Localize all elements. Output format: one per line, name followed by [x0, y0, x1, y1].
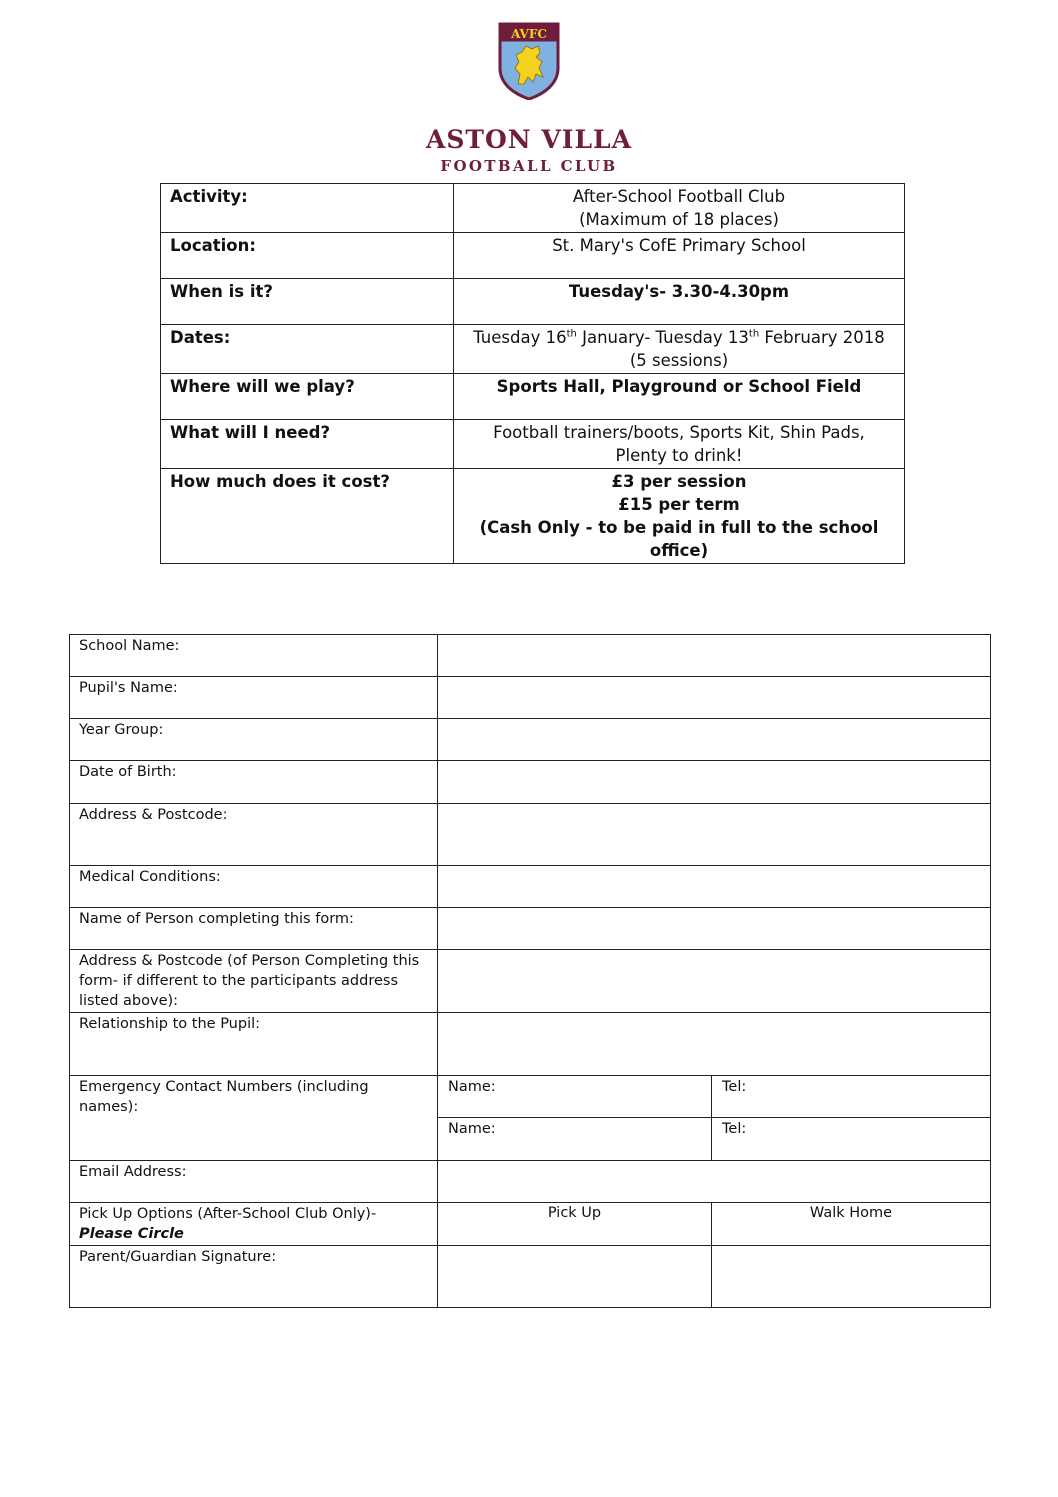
- table-row: [70, 866, 991, 908]
- cost-note-2: office): [649, 541, 709, 560]
- address-field[interactable]: [438, 804, 991, 866]
- info-label: Activity:: [161, 184, 454, 233]
- dates-sessions: (5 sessions): [629, 351, 729, 370]
- need-value: Football trainers/boots, Sports Kit, Shin Pads,: [493, 423, 865, 442]
- crest-icon: [498, 22, 560, 100]
- form-label: Relationship to the Pupil:: [70, 1013, 438, 1076]
- table-row: [70, 1013, 991, 1076]
- form-label: Address & Postcode:: [70, 804, 438, 866]
- form-label: Address & Postcode (of Person Completing this form- if different to the participants address listed above):: [70, 950, 438, 1013]
- info-label: Location:: [161, 233, 454, 279]
- table-row: [161, 279, 905, 325]
- cost-note: (Cash Only - to be paid in full to the school: [479, 518, 879, 537]
- date-of-birth-field[interactable]: [438, 761, 991, 804]
- pickup-option-pick-up[interactable]: Pick Up: [438, 1203, 712, 1246]
- table-row: [70, 950, 991, 1013]
- registration-form-table: [69, 634, 991, 1308]
- pickup-option-walk-home[interactable]: Walk Home: [712, 1203, 991, 1246]
- form-label: Parent/Guardian Signature:: [70, 1246, 438, 1308]
- form-label: School Name:: [70, 635, 438, 677]
- table-row: [70, 635, 991, 677]
- form-label: Name of Person completing this form:: [70, 908, 438, 950]
- table-row: [70, 1161, 991, 1203]
- pickup-label: Pick Up Options (After-School Club Only)-: [79, 1206, 377, 1222]
- table-row: [70, 1246, 991, 1308]
- table-row: [161, 233, 905, 279]
- form-label: Year Group:: [70, 719, 438, 761]
- year-group-field[interactable]: [438, 719, 991, 761]
- activity-capacity: (Maximum of 18 places): [579, 210, 779, 229]
- table-row: [161, 420, 905, 469]
- person-completing-field[interactable]: [438, 908, 991, 950]
- info-label: Where will we play?: [161, 374, 454, 420]
- club-name: ASTON VILLA: [425, 125, 633, 154]
- table-row: [161, 374, 905, 420]
- pupil-name-field[interactable]: [438, 677, 991, 719]
- table-row: [70, 1203, 991, 1246]
- info-value: [454, 184, 905, 233]
- club-subtitle: FOOTBALL CLUB: [440, 157, 618, 175]
- info-label: Dates:: [161, 325, 454, 374]
- signature-field[interactable]: [438, 1246, 712, 1308]
- form-label: [70, 1203, 438, 1246]
- crest-text: AVFC: [511, 27, 547, 41]
- info-label: What will I need?: [161, 420, 454, 469]
- emergency-tel-field-2[interactable]: Tel:: [712, 1118, 991, 1161]
- cost-term: £15 per term: [618, 495, 740, 514]
- table-row: [161, 469, 905, 564]
- info-label: When is it?: [161, 279, 454, 325]
- medical-conditions-field[interactable]: [438, 866, 991, 908]
- relationship-field[interactable]: [438, 1013, 991, 1076]
- signature-field-2[interactable]: [712, 1246, 991, 1308]
- table-row: [70, 1076, 991, 1118]
- form-label: Email Address:: [70, 1161, 438, 1203]
- dates-value: Tuesday 16th January- Tuesday 13th February 2018: [473, 328, 885, 347]
- table-row: [70, 761, 991, 804]
- form-label: Pupil's Name:: [70, 677, 438, 719]
- emergency-name-field-1[interactable]: Name:: [438, 1076, 712, 1118]
- info-value: [454, 325, 905, 374]
- info-value: Sports Hall, Playground or School Field: [454, 374, 905, 420]
- table-row: [161, 325, 905, 374]
- info-value: St. Mary's CofE Primary School: [454, 233, 905, 279]
- emergency-name-field-2[interactable]: Name:: [438, 1118, 712, 1161]
- form-label: Emergency Contact Numbers (including names):: [70, 1076, 438, 1161]
- address-completing-field[interactable]: [438, 950, 991, 1013]
- table-row: [70, 719, 991, 761]
- table-row: [161, 184, 905, 233]
- table-row: [70, 804, 991, 866]
- cost-session: £3 per session: [611, 472, 747, 491]
- table-row: [70, 677, 991, 719]
- activity-value: After-School Football Club: [572, 187, 786, 206]
- info-value: [454, 469, 905, 564]
- info-value: [454, 420, 905, 469]
- table-row: [70, 908, 991, 950]
- info-label: How much does it cost?: [161, 469, 454, 564]
- need-value-2: Plenty to drink!: [615, 446, 743, 465]
- school-name-field[interactable]: [438, 635, 991, 677]
- activity-info-table: [160, 183, 905, 564]
- club-logo: [418, 18, 640, 175]
- info-value: Tuesday's- 3.30-4.30pm: [454, 279, 905, 325]
- pickup-note: Please Circle: [79, 1226, 184, 1242]
- form-label: Date of Birth:: [70, 761, 438, 804]
- emergency-tel-field-1[interactable]: Tel:: [712, 1076, 991, 1118]
- form-label: Medical Conditions:: [70, 866, 438, 908]
- email-field[interactable]: [438, 1161, 991, 1203]
